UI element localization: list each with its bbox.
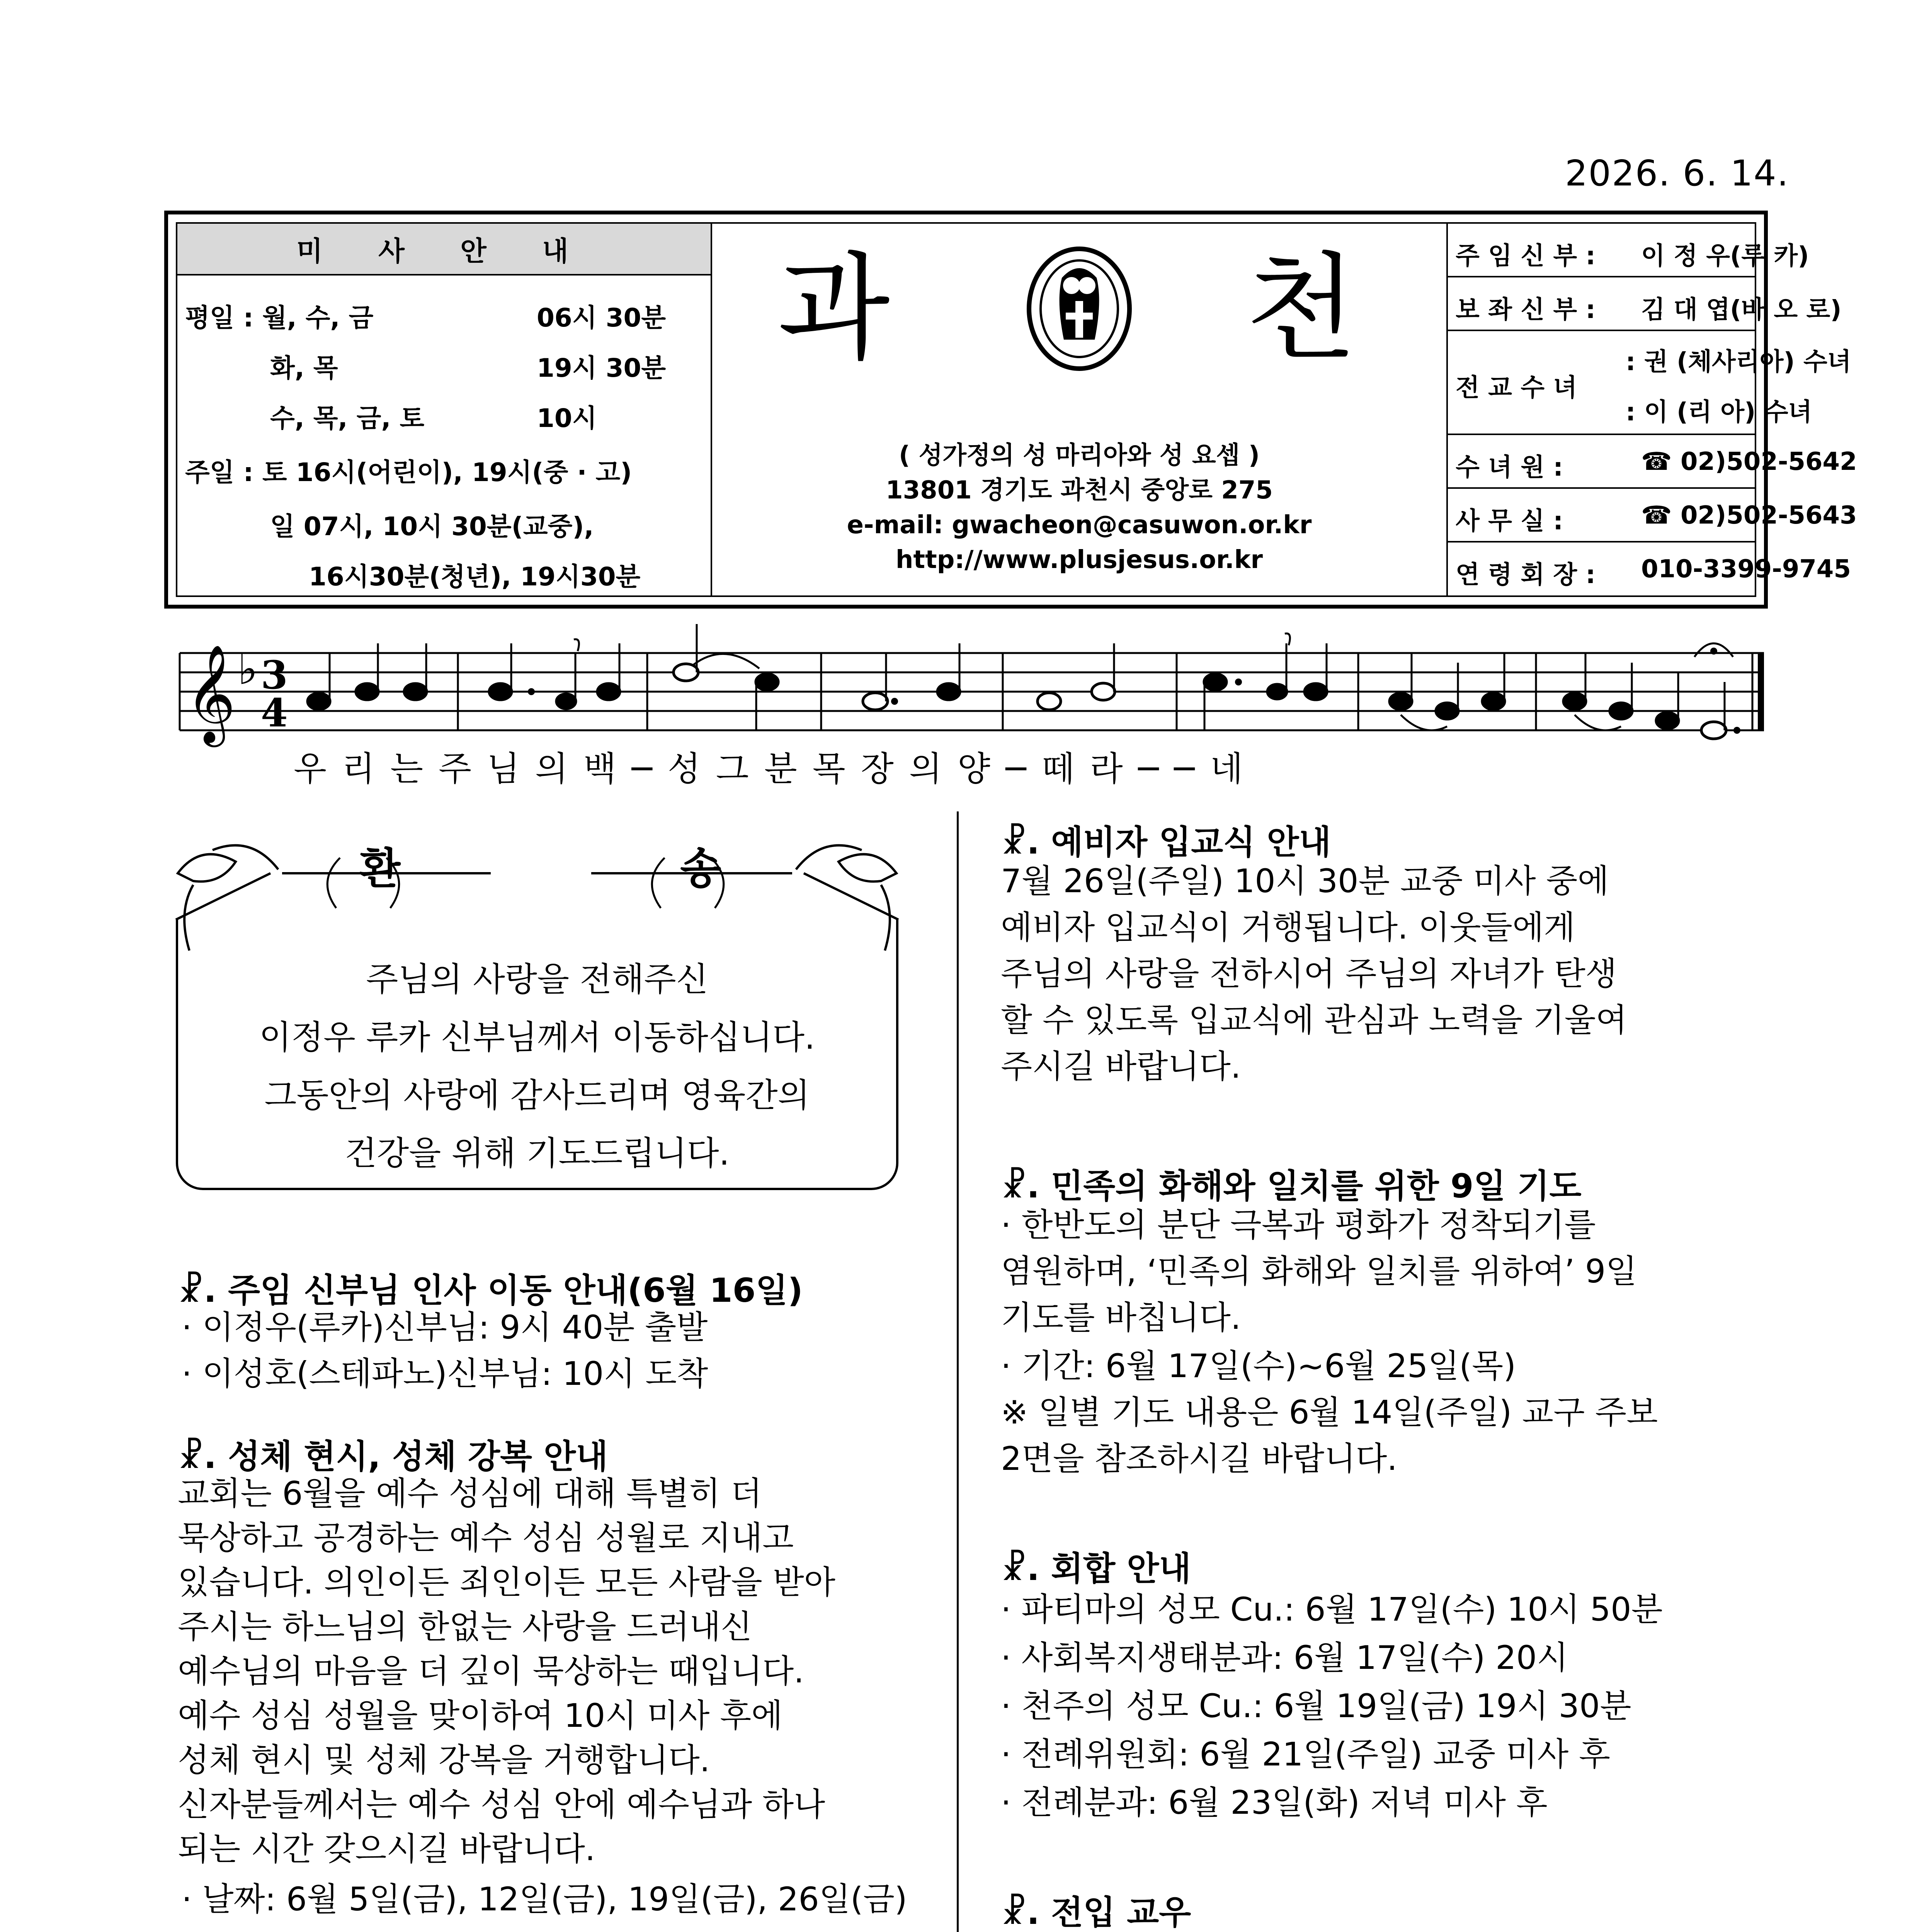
body-line: 되는 시간 갖으시길 바랍니다. (178, 1830, 595, 1868)
issue-date: 2026. 6. 14. (1565, 153, 1789, 194)
section-title-reconciliation-prayer: ☧. 민족의 화해와 일치를 위한 9일 기도 (1001, 1167, 1582, 1206)
body-line: 묵상하고 공경하는 예수 성심 성월로 지내고 (178, 1519, 794, 1557)
mass-schedule-title: 미 사 안 내 (177, 224, 711, 276)
body-line: · 전례분과: 6월 23일(화) 저녁 미사 후 (1001, 1784, 1548, 1821)
staff-row-pastor: 주 임 신 부 : 이 정 우(루 카) (1448, 224, 1755, 277)
farewell-notice (176, 920, 898, 1190)
farewell-banner-left: 환 (359, 844, 401, 893)
bulletin-header (164, 211, 1857, 609)
staff-row-sisters: 전 교 수 녀 : 권 (체사리아) 수녀 : 이 (리 아) 수녀 (1448, 331, 1755, 435)
body-line: · 이정우(루카)신부님: 9시 40분 출발 (182, 1308, 708, 1346)
section-title-meetings: ☧. 회합 안내 (1001, 1549, 1191, 1588)
mass-sunday-eve: 주일 : 토 16시(어린이), 19시(중 · 고) (185, 457, 632, 487)
parish-patron: ( 성가정의 성 마리아와 성 요셉 ) (898, 441, 1260, 470)
farewell-text (178, 951, 896, 1182)
body-line: 2면을 참조하시길 바랍니다. (1001, 1440, 1398, 1478)
parish-website: http://www.plusjesus.or.kr (895, 546, 1263, 574)
body-line: 주시길 바랍니다. (1001, 1048, 1241, 1085)
body-line: 있습니다. 의인이든 죄인이든 모든 사람을 받아 (178, 1563, 835, 1601)
staff-row-assistant: 보 좌 신 부 : 김 대 엽(바 오 로) (1448, 277, 1755, 331)
parish-name-right: 천 (1245, 241, 1357, 376)
section-title-priest-transfer: ☧. 주임 신부님 인사 이동 안내(6월 16일) (178, 1271, 803, 1310)
hymn-lyrics: 우 리 는 주 님 의 백 ─ 성 그 분 목 장 의 양 ─ 떼 라 ─ ─ 네 (294, 749, 1245, 789)
body-line: · 천주의 성모 Cu.: 6월 19일(금) 19시 30분 (1001, 1687, 1631, 1725)
mass-morning-time: 10시 (537, 403, 597, 433)
staff-row-office: 사 무 실 : ☎ 02)502-5643 (1448, 489, 1755, 543)
column-divider (957, 811, 959, 1932)
staff-row-funeral: 연 령 회 장 : 010-3399-9745 (1456, 555, 1851, 589)
body-line: 기도를 바칩니다. (1001, 1299, 1241, 1337)
body-line: · 한반도의 분단 극복과 평화가 정착되기를 (1001, 1206, 1596, 1244)
mass-tue-thu-label: 화, 목 (270, 353, 338, 383)
svg-text:4: 4 (261, 690, 288, 736)
body-line: · 사회복지생태분과: 6월 17일(수) 20시 (1001, 1639, 1568, 1677)
body-line: 주님의 사랑을 전하시어 주님의 자녀가 탄생 (1001, 955, 1617, 993)
body-line: 예비자 입교식이 거행됩니다. 이웃들에게 (1001, 908, 1575, 946)
body-line: ※ 일별 기도 내용은 6월 14일(주일) 교구 주보 (1001, 1393, 1658, 1431)
farewell-line: 건강을 위해 기도드립니다. (345, 1134, 730, 1173)
body-line: 예수님의 마음을 더 깊이 묵상하는 때입니다. (178, 1652, 804, 1690)
parish-name-left: 과 (778, 241, 890, 376)
body-line: 신자분들께서는 예수 성심 안에 예수님과 하나 (178, 1786, 825, 1823)
holy-family-emblem-icon (1017, 243, 1141, 374)
section-title-eucharist: ☧. 성체 현시, 성체 강복 안내 (178, 1437, 608, 1476)
body-line: 주시는 하느님의 한없는 사랑을 드러내신 (178, 1608, 752, 1646)
mass-sunday-1: 일 07시, 10시 30분(교중), (270, 512, 594, 541)
parish-contact-info (712, 438, 1446, 577)
mass-schedule (177, 224, 712, 595)
svg-text:3: 3 (261, 652, 288, 698)
mass-weekday-time: 06시 30분 (537, 303, 666, 333)
svg-text:♭: ♭ (238, 645, 258, 694)
header-inner-frame (176, 222, 1857, 597)
body-line: · 기간: 6월 17일(수)~6월 25일(목) (1001, 1347, 1516, 1385)
body-line: 교회는 6월을 예수 성심에 대해 특별히 더 (178, 1475, 762, 1512)
parish-email: e-mail: gwacheon@casuwon.or.kr (847, 511, 1312, 539)
section-title-new-parishioners: ☧. 전입 교우 (1001, 1893, 1191, 1932)
svg-text:𝄞: 𝄞 (185, 644, 236, 743)
parish-address: 13801 경기도 과천시 중앙로 275 (886, 476, 1273, 505)
staff-directory (1446, 224, 1857, 595)
parish-title-block (712, 224, 1446, 595)
farewell-line: 이정우 루카 신부님께서 이동하십니다. (259, 1018, 815, 1057)
mass-sunday-2: 16시30분(청년), 19시30분 (309, 562, 641, 592)
farewell-banner-right: 송 (680, 844, 721, 893)
body-line: · 이성호(스테파노)신부님: 10시 도착 (182, 1355, 708, 1393)
body-line: 할 수 있도록 입교식에 관심과 노력을 기울여 (1001, 1001, 1627, 1039)
staff-row-convent: 수 녀 원 : ☎ 02)502-5642 (1448, 435, 1755, 489)
body-line: 염원하며, ‘민족의 화해와 일치를 위하여’ 9일 (1001, 1252, 1637, 1290)
farewell-line: 주님의 사랑을 전해주신 (366, 960, 708, 999)
farewell-line: 그동안의 사랑에 감사드리며 영육간의 (264, 1076, 810, 1115)
body-line: 7월 26일(주일) 10시 30분 교중 미사 중에 (1001, 862, 1609, 900)
mass-morning-label: 수, 목, 금, 토 (270, 403, 425, 433)
body-line: 예수 성심 성월을 맞이하여 10시 미사 후에 (178, 1697, 783, 1735)
section-title-catechumen-rite: ☧. 예비자 입교식 안내 (1001, 823, 1331, 862)
mass-tue-thu-time: 19시 30분 (537, 353, 666, 383)
body-line: · 전례위원회: 6월 21일(주일) 교중 미사 후 (1001, 1735, 1611, 1773)
mass-weekday-label: 평일 : 월, 수, 금 (185, 303, 374, 333)
body-line: · 날짜: 6월 5일(금), 12일(금), 19일(금), 26일(금) (182, 1880, 907, 1918)
body-line: · 파티마의 성모 Cu.: 6월 17일(수) 10시 50분 (1001, 1590, 1663, 1628)
body-line: 성체 현시 및 성체 강복을 거행합니다. (178, 1741, 710, 1779)
parish-name (712, 239, 1446, 378)
